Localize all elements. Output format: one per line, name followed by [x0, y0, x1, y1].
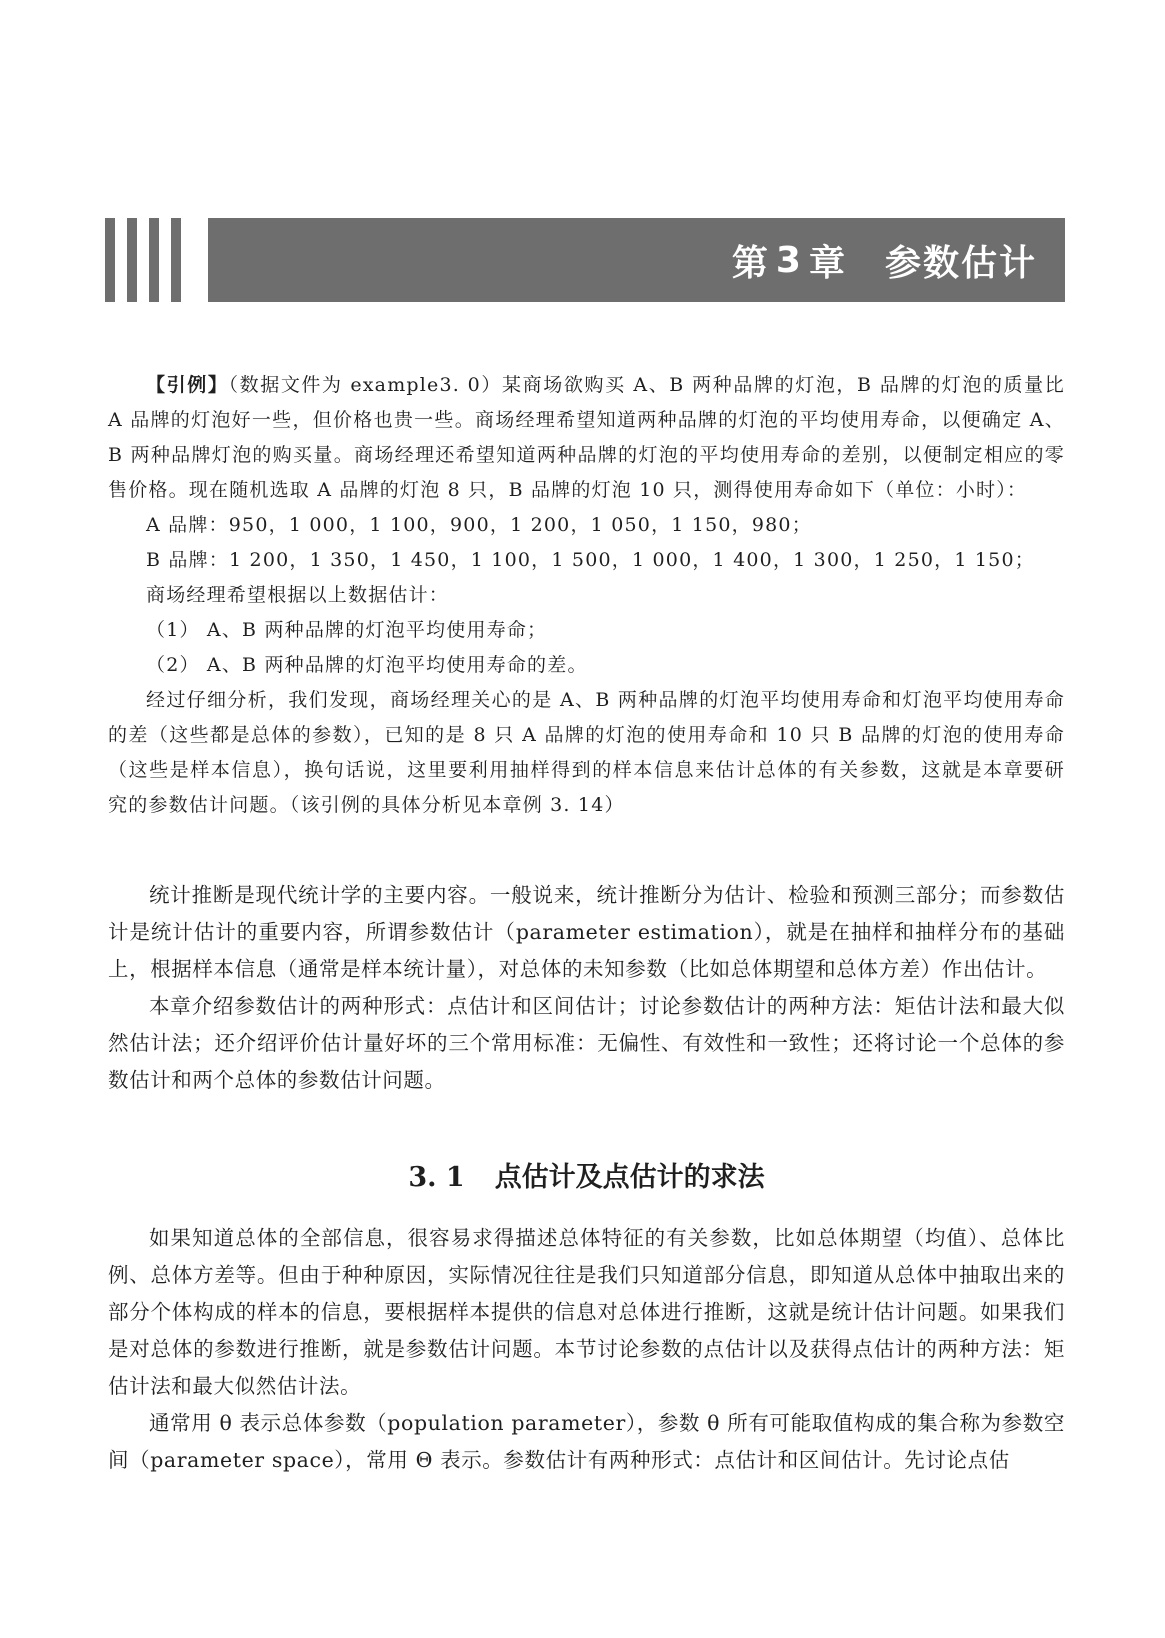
- section-paragraph-1: 如果知道总体的全部信息，很容易求得描述总体特征的有关参数，比如总体期望（均值）、总体比例、总体方差等。但由于种种原因，实际情况往往是我们只知道部分信息，即知道从总体中抽取出来的部分个体构成的样本的信息，要根据样本提供的信息对总体进行推断，这就是统计估计问题。如果我们是对总体的参数进行推断，就是参数估计问题。本节讨论参数的点估计以及获得点估计的两种方法：矩估计法和最大似然估计法。: [108, 1226, 1065, 1398]
- section-paragraph-2: 通常用 θ 表示总体参数（population parameter），参数 θ 所有可能取值构成的集合称为参数空间（parameter space），常用 Θ 表示。参数估计有两种形式：点估计和区间估计。先讨论点估: [108, 1411, 1065, 1472]
- chapter-label: 第: [731, 242, 770, 284]
- section-heading: [108, 1155, 1065, 1194]
- banner-stripe: [149, 218, 159, 302]
- banner-stripe: [127, 218, 137, 302]
- intro-label: 【引例】: [146, 374, 229, 396]
- section-number: 3. 1: [408, 1162, 465, 1193]
- intro-analysis: 经过仔细分析，我们发现，商场经理关心的是 A、B 两种品牌的灯泡平均使用寿命和灯泡平均使用寿命的差（这些都是总体的参数），已知的是 8 只 A 品牌的灯泡的使用寿命和 10 只 B 品牌的灯泡的使用寿命（这些是样本信息），换句话说，这里要利用抽样得到的样本信息来估计总体的有关参数，这就是本章要研究的参数估计问题。（该引例的具体分析见本章例 3. 14）: [108, 689, 1065, 816]
- chapter-number: 3: [775, 239, 803, 281]
- intro-text: （数据文件为 example3. 0）某商场欲购买 A、B 两种品牌的灯泡，B 品牌的灯泡的质量比 A 品牌的灯泡好一些，但价格也贵一些。商场经理希望知道两种品牌的灯泡的平均使用寿命，以便确定 A、B 两种品牌灯泡的购买量。商场经理还希望知道两种品牌的灯泡的平均使用寿命的差别，以便制定相应的零售价格。现在随机选取 A 品牌的灯泡 8 只，B 品牌的灯泡 10 只，测得使用寿命如下（单位：小时）：: [108, 374, 1065, 501]
- banner-stripe: [105, 218, 115, 302]
- chapter-banner: [105, 218, 1065, 302]
- intro-item-2: （2） A、B 两种品牌的灯泡平均使用寿命的差。: [146, 654, 588, 676]
- intro-estimate-lead: 商场经理希望根据以上数据估计：: [146, 584, 450, 606]
- intro-example: [108, 368, 1065, 823]
- intro-data-a: A 品牌：950，1 000，1 100，900，1 200，1 050，1 150，980；: [146, 514, 812, 536]
- chapter-overview: [108, 877, 1065, 1099]
- overview-paragraph-1: 统计推断是现代统计学的主要内容。一般说来，统计推断分为估计、检验和预测三部分；而参数估计是统计估计的重要内容，所谓参数估计（parameter estimation），就是在抽样和抽样分布的基础上，根据样本信息（通常是样本统计量），对总体的未知参数（比如总体期望和总体方差）作出估计。: [108, 883, 1065, 981]
- intro-data-b: B 品牌：1 200，1 350，1 450，1 100，1 500，1 000，1 400，1 300，1 250，1 150；: [146, 549, 1035, 571]
- overview-paragraph-2: 本章介绍参数估计的两种形式：点估计和区间估计；讨论参数估计的两种方法：矩估计法和最大似然估计法；还介绍评价估计量好坏的三个常用标准：无偏性、有效性和一致性；还将讨论一个总体的参数估计和两个总体的参数估计问题。: [108, 994, 1065, 1092]
- chapter-name: 参数估计: [884, 242, 1037, 284]
- section-title: 点估计及点估计的求法: [494, 1162, 765, 1193]
- banner-stripe: [171, 218, 181, 302]
- section-body: [108, 1220, 1065, 1479]
- intro-paragraph: [108, 368, 1065, 508]
- intro-item-1: （1） A、B 两种品牌的灯泡平均使用寿命；: [146, 619, 548, 641]
- chapter-title: [208, 218, 1065, 302]
- chapter-unit: 章: [808, 242, 847, 284]
